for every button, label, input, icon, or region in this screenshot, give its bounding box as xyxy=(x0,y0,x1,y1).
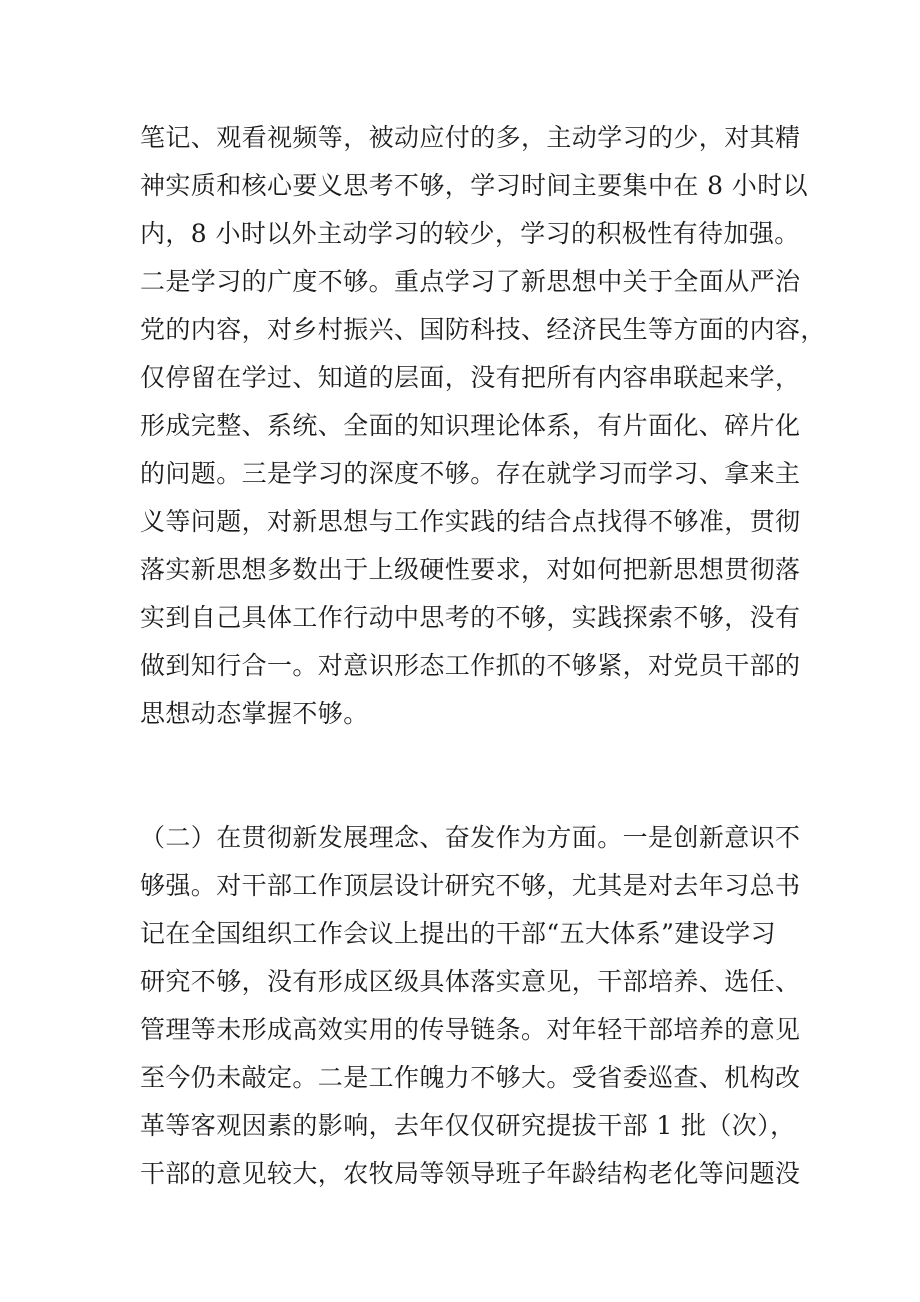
text-line: 二是学习的广度不够。重点学习了新思想中关于全面从严治 xyxy=(140,267,801,296)
text-line: 做到知行合一。对意识形态工作抓的不够紧，对党员干部的 xyxy=(140,651,801,680)
text-line: （二）在贯彻新发展理念、奋发作为方面。一是创新意识不 xyxy=(140,823,801,852)
text-line: 党的内容，对乡村振兴、国防科技、经济民生等方面的内容， xyxy=(140,315,826,344)
text-line: 内，8 小时以外主动学习的较少，学习的积极性有待加强。 xyxy=(140,219,800,248)
text-line: 研究不够，没有形成区级具体落实意见，干部培养、选任、 xyxy=(140,967,801,996)
text-line: 笔记、观看视频等，被动应付的多，主动学习的少，对其精 xyxy=(140,123,801,152)
text-line: 够强。对干部工作顶层设计研究不够，尤其是对去年习总书 xyxy=(140,871,801,900)
text-line: 仅停留在学过、知道的层面，没有把所有内容串联起来学， xyxy=(140,363,801,392)
text-line: 落实新思想多数出于上级硬性要求，对如何把新思想贯彻落 xyxy=(140,555,801,584)
text-line: 的问题。三是学习的深度不够。存在就学习而学习、拿来主 xyxy=(140,459,801,488)
text-line: 思想动态掌握不够。 xyxy=(140,699,369,728)
text-line: 神实质和核心要义思考不够，学习时间主要集中在 8 小时以 xyxy=(140,171,809,200)
text-line: 至今仍未敲定。二是工作魄力不够大。受省委巡查、机构改 xyxy=(140,1063,801,1092)
text-line: 革等客观因素的影响，去年仅仅研究提拔干部 1 批（次）， xyxy=(140,1111,796,1140)
text-line: 实到自己具体工作行动中思考的不够，实践探索不够，没有 xyxy=(140,603,801,632)
text-line: 管理等未形成高效实用的传导链条。对年轻干部培养的意见 xyxy=(140,1015,801,1044)
text-line: 形成完整、系统、全面的知识理论体系，有片面化、碎片化 xyxy=(140,411,801,440)
text-line: 干部的意见较大，农牧局等领导班子年龄结构老化等问题没 xyxy=(140,1159,801,1188)
text-line: 记在全国组织工作会议上提出的干部“五大体系”建设学习 xyxy=(140,919,776,948)
text-line: 义等问题，对新思想与工作实践的结合点找得不够准，贯彻 xyxy=(140,507,801,536)
